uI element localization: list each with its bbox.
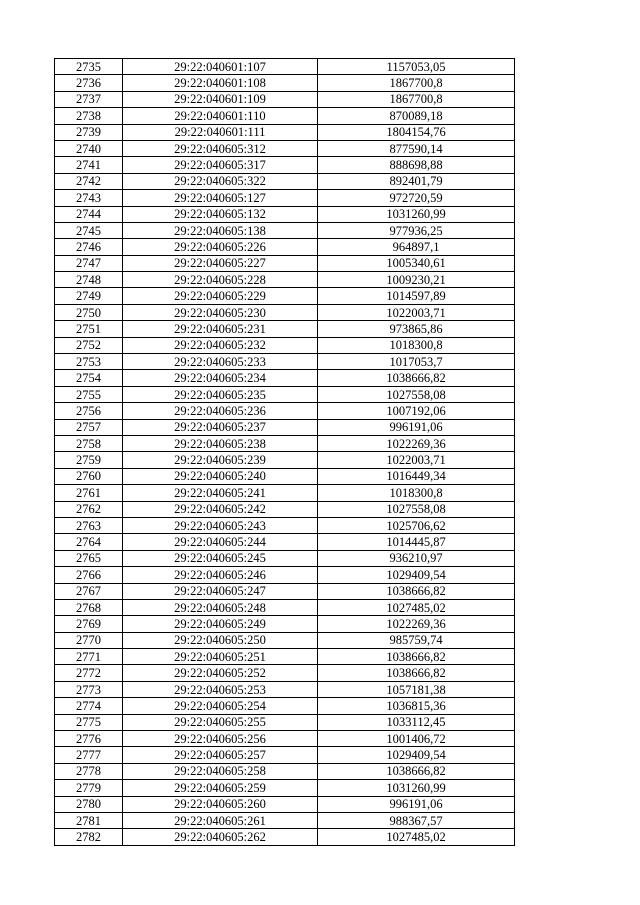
- table-row: [55, 583, 515, 599]
- value-cell: 1018300,8: [318, 337, 515, 353]
- row-number-cell: 2767: [55, 583, 123, 599]
- table-row: [55, 763, 515, 779]
- table-row: [55, 370, 515, 386]
- row-number-cell: 2781: [55, 812, 123, 828]
- row-number-cell: 2770: [55, 632, 123, 648]
- cadastral-number-cell: 29:22:040605:226: [123, 239, 318, 255]
- value-cell: 973865,86: [318, 321, 515, 337]
- row-number-cell: 2753: [55, 354, 123, 370]
- cadastral-number-cell: 29:22:040605:232: [123, 337, 318, 353]
- table-row: [55, 468, 515, 484]
- cadastral-number-cell: 29:22:040605:247: [123, 583, 318, 599]
- row-number-cell: 2778: [55, 763, 123, 779]
- table-row: [55, 321, 515, 337]
- value-cell: 996191,06: [318, 796, 515, 812]
- cadastral-number-cell: 29:22:040605:261: [123, 812, 318, 828]
- cadastral-number-cell: 29:22:040601:111: [123, 124, 318, 140]
- row-number-cell: 2763: [55, 517, 123, 533]
- table-body: [55, 59, 515, 846]
- row-number-cell: 2777: [55, 747, 123, 763]
- table-row: [55, 124, 515, 140]
- cadastral-number-cell: 29:22:040601:110: [123, 108, 318, 124]
- cadastral-number-cell: 29:22:040605:241: [123, 485, 318, 501]
- row-number-cell: 2776: [55, 731, 123, 747]
- cadastral-number-cell: 29:22:040605:262: [123, 829, 318, 845]
- value-cell: 1867700,8: [318, 75, 515, 91]
- table-row: [55, 354, 515, 370]
- row-number-cell: 2739: [55, 124, 123, 140]
- cadastral-number-cell: 29:22:040605:132: [123, 206, 318, 222]
- row-number-cell: 2751: [55, 321, 123, 337]
- table-row: [55, 108, 515, 124]
- row-number-cell: 2774: [55, 698, 123, 714]
- table-row: [55, 616, 515, 632]
- table-row: [55, 501, 515, 517]
- table-row: [55, 403, 515, 419]
- table-row: [55, 157, 515, 173]
- value-cell: 1014597,89: [318, 288, 515, 304]
- table-row: [55, 599, 515, 615]
- value-cell: 1031260,99: [318, 206, 515, 222]
- cadastral-number-cell: 29:22:040605:229: [123, 288, 318, 304]
- cadastral-number-cell: 29:22:040605:246: [123, 567, 318, 583]
- row-number-cell: 2737: [55, 91, 123, 107]
- table-row: [55, 386, 515, 402]
- row-number-cell: 2748: [55, 272, 123, 288]
- cadastral-number-cell: 29:22:040601:108: [123, 75, 318, 91]
- table-row: [55, 632, 515, 648]
- cadastral-number-cell: 29:22:040605:255: [123, 714, 318, 730]
- cadastral-number-cell: 29:22:040605:235: [123, 386, 318, 402]
- value-cell: 972720,59: [318, 190, 515, 206]
- row-number-cell: 2741: [55, 157, 123, 173]
- table-row: [55, 567, 515, 583]
- value-cell: 888698,88: [318, 157, 515, 173]
- cadastral-number-cell: 29:22:040605:245: [123, 550, 318, 566]
- row-number-cell: 2772: [55, 665, 123, 681]
- table-row: [55, 75, 515, 91]
- cadastral-number-cell: 29:22:040605:312: [123, 140, 318, 156]
- cadastral-number-cell: 29:22:040605:257: [123, 747, 318, 763]
- value-cell: 1038666,82: [318, 665, 515, 681]
- value-cell: 877590,14: [318, 140, 515, 156]
- row-number-cell: 2750: [55, 304, 123, 320]
- value-cell: 1007192,06: [318, 403, 515, 419]
- value-cell: 1029409,54: [318, 567, 515, 583]
- row-number-cell: 2765: [55, 550, 123, 566]
- row-number-cell: 2756: [55, 403, 123, 419]
- value-cell: 1027485,02: [318, 829, 515, 845]
- table-row: [55, 206, 515, 222]
- cadastral-number-cell: 29:22:040605:231: [123, 321, 318, 337]
- cadastral-number-cell: 29:22:040605:238: [123, 435, 318, 451]
- cadastral-number-cell: 29:22:040605:228: [123, 272, 318, 288]
- cadastral-number-cell: 29:22:040605:127: [123, 190, 318, 206]
- row-number-cell: 2766: [55, 567, 123, 583]
- table-row: [55, 665, 515, 681]
- value-cell: 1057181,38: [318, 681, 515, 697]
- cadastral-number-cell: 29:22:040601:107: [123, 59, 318, 75]
- cadastral-number-cell: 29:22:040605:317: [123, 157, 318, 173]
- table-row: [55, 534, 515, 550]
- table-row: [55, 59, 515, 75]
- row-number-cell: 2768: [55, 599, 123, 615]
- table-row: [55, 190, 515, 206]
- value-cell: 1009230,21: [318, 272, 515, 288]
- cadastral-number-cell: 29:22:040605:248: [123, 599, 318, 615]
- value-cell: 1027558,08: [318, 386, 515, 402]
- cadastral-number-cell: 29:22:040605:237: [123, 419, 318, 435]
- row-number-cell: 2757: [55, 419, 123, 435]
- table-row: [55, 222, 515, 238]
- row-number-cell: 2742: [55, 173, 123, 189]
- table-row: [55, 714, 515, 730]
- value-cell: 1022003,71: [318, 304, 515, 320]
- cadastral-number-cell: 29:22:040605:251: [123, 649, 318, 665]
- value-cell: 1157053,05: [318, 59, 515, 75]
- value-cell: 1038666,82: [318, 370, 515, 386]
- value-cell: 1038666,82: [318, 763, 515, 779]
- cadastral-number-cell: 29:22:040605:249: [123, 616, 318, 632]
- row-number-cell: 2780: [55, 796, 123, 812]
- cadastral-number-cell: 29:22:040605:322: [123, 173, 318, 189]
- table-row: [55, 255, 515, 271]
- row-number-cell: 2769: [55, 616, 123, 632]
- row-number-cell: 2740: [55, 140, 123, 156]
- cadastral-number-cell: 29:22:040605:256: [123, 731, 318, 747]
- document-page: [54, 58, 514, 846]
- row-number-cell: 2764: [55, 534, 123, 550]
- cadastral-number-cell: 29:22:040605:230: [123, 304, 318, 320]
- row-number-cell: 2779: [55, 780, 123, 796]
- table-row: [55, 452, 515, 468]
- row-number-cell: 2762: [55, 501, 123, 517]
- table-row: [55, 550, 515, 566]
- value-cell: 1022269,36: [318, 616, 515, 632]
- row-number-cell: 2747: [55, 255, 123, 271]
- cadastral-number-cell: 29:22:040605:260: [123, 796, 318, 812]
- table-row: [55, 698, 515, 714]
- cadastral-number-cell: 29:22:040605:234: [123, 370, 318, 386]
- row-number-cell: 2759: [55, 452, 123, 468]
- table-row: [55, 517, 515, 533]
- cadastral-number-cell: 29:22:040605:233: [123, 354, 318, 370]
- cadastral-number-cell: 29:22:040605:243: [123, 517, 318, 533]
- cadastral-number-cell: 29:22:040605:252: [123, 665, 318, 681]
- row-number-cell: 2736: [55, 75, 123, 91]
- row-number-cell: 2782: [55, 829, 123, 845]
- table-row: [55, 140, 515, 156]
- row-number-cell: 2752: [55, 337, 123, 353]
- value-cell: 1029409,54: [318, 747, 515, 763]
- row-number-cell: 2735: [55, 59, 123, 75]
- value-cell: 1804154,76: [318, 124, 515, 140]
- value-cell: 870089,18: [318, 108, 515, 124]
- row-number-cell: 2761: [55, 485, 123, 501]
- table-row: [55, 173, 515, 189]
- cadastral-number-cell: 29:22:040605:253: [123, 681, 318, 697]
- table-row: [55, 239, 515, 255]
- value-cell: 1017053,7: [318, 354, 515, 370]
- value-cell: 977936,25: [318, 222, 515, 238]
- value-cell: 1027485,02: [318, 599, 515, 615]
- table-row: [55, 419, 515, 435]
- value-cell: 988367,57: [318, 812, 515, 828]
- cadastral-number-cell: 29:22:040605:236: [123, 403, 318, 419]
- value-cell: 1022269,36: [318, 435, 515, 451]
- cadastral-number-cell: 29:22:040605:227: [123, 255, 318, 271]
- table-row: [55, 829, 515, 845]
- table-row: [55, 272, 515, 288]
- table-row: [55, 485, 515, 501]
- cadastral-number-cell: 29:22:040605:244: [123, 534, 318, 550]
- table-row: [55, 91, 515, 107]
- table-row: [55, 435, 515, 451]
- table-row: [55, 796, 515, 812]
- cadastral-number-cell: 29:22:040605:240: [123, 468, 318, 484]
- cadastral-number-cell: 29:22:040605:254: [123, 698, 318, 714]
- value-cell: 1036815,36: [318, 698, 515, 714]
- row-number-cell: 2755: [55, 386, 123, 402]
- row-number-cell: 2743: [55, 190, 123, 206]
- table-row: [55, 304, 515, 320]
- row-number-cell: 2746: [55, 239, 123, 255]
- value-cell: 1038666,82: [318, 649, 515, 665]
- cadastral-number-cell: 29:22:040605:258: [123, 763, 318, 779]
- value-cell: 1027558,08: [318, 501, 515, 517]
- cadastral-number-cell: 29:22:040605:138: [123, 222, 318, 238]
- cadastral-value-table: [54, 58, 515, 846]
- table-row: [55, 337, 515, 353]
- row-number-cell: 2745: [55, 222, 123, 238]
- cadastral-number-cell: 29:22:040605:250: [123, 632, 318, 648]
- cadastral-number-cell: 29:22:040601:109: [123, 91, 318, 107]
- value-cell: 1038666,82: [318, 583, 515, 599]
- table-row: [55, 288, 515, 304]
- value-cell: 1018300,8: [318, 485, 515, 501]
- cadastral-number-cell: 29:22:040605:259: [123, 780, 318, 796]
- row-number-cell: 2749: [55, 288, 123, 304]
- row-number-cell: 2738: [55, 108, 123, 124]
- value-cell: 1001406,72: [318, 731, 515, 747]
- cadastral-number-cell: 29:22:040605:242: [123, 501, 318, 517]
- value-cell: 996191,06: [318, 419, 515, 435]
- table-row: [55, 731, 515, 747]
- row-number-cell: 2773: [55, 681, 123, 697]
- row-number-cell: 2744: [55, 206, 123, 222]
- value-cell: 1031260,99: [318, 780, 515, 796]
- row-number-cell: 2760: [55, 468, 123, 484]
- cadastral-number-cell: 29:22:040605:239: [123, 452, 318, 468]
- value-cell: 1025706,62: [318, 517, 515, 533]
- row-number-cell: 2758: [55, 435, 123, 451]
- value-cell: 964897,1: [318, 239, 515, 255]
- value-cell: 1867700,8: [318, 91, 515, 107]
- row-number-cell: 2775: [55, 714, 123, 730]
- value-cell: 1022003,71: [318, 452, 515, 468]
- table-row: [55, 649, 515, 665]
- value-cell: 1033112,45: [318, 714, 515, 730]
- value-cell: 892401,79: [318, 173, 515, 189]
- value-cell: 1014445,87: [318, 534, 515, 550]
- table-row: [55, 681, 515, 697]
- value-cell: 936210,97: [318, 550, 515, 566]
- value-cell: 985759,74: [318, 632, 515, 648]
- row-number-cell: 2771: [55, 649, 123, 665]
- row-number-cell: 2754: [55, 370, 123, 386]
- value-cell: 1016449,34: [318, 468, 515, 484]
- value-cell: 1005340,61: [318, 255, 515, 271]
- table-row: [55, 780, 515, 796]
- table-row: [55, 812, 515, 828]
- table-row: [55, 747, 515, 763]
